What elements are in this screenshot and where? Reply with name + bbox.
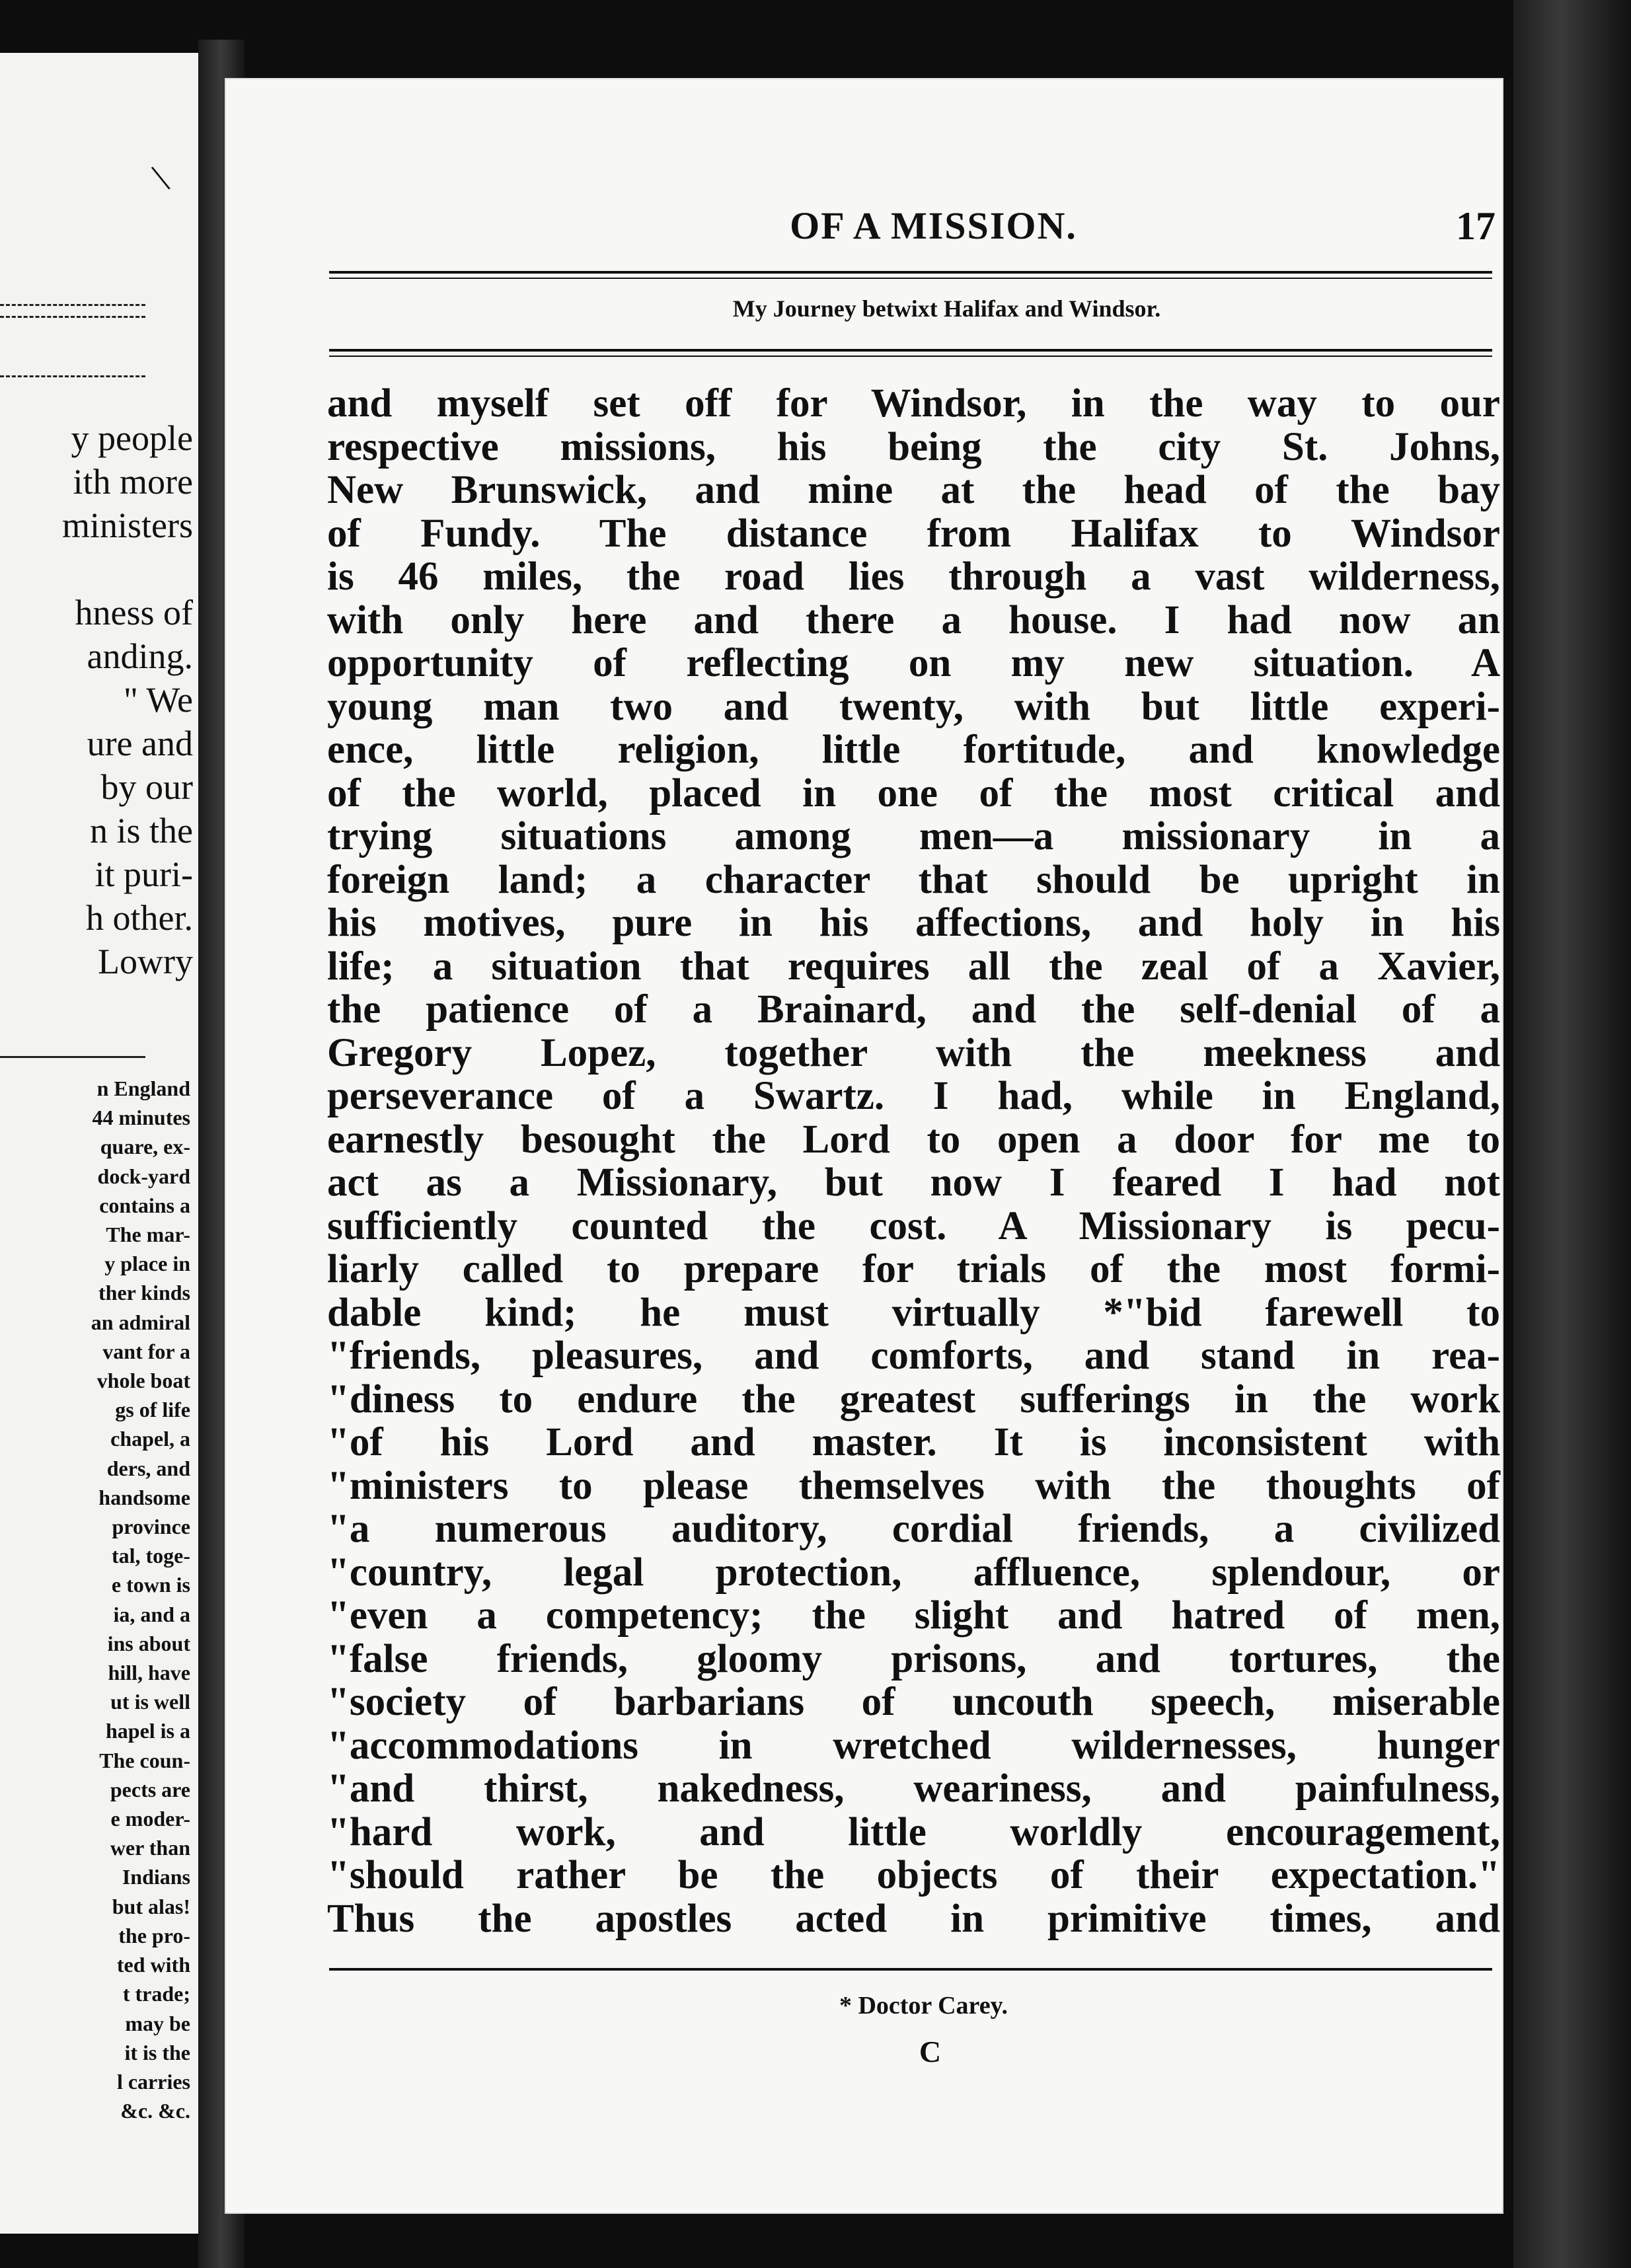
facing-text-line: an admiral (91, 1310, 190, 1334)
facing-text-line: n England (96, 1077, 190, 1100)
text-line: "even a competency; the slight and hatred of men, (327, 1593, 1500, 1638)
text-line: liarly called to prepare for trials of the most formi- (327, 1247, 1500, 1291)
text-line: his motives, pure in his affections, and holy in his (327, 901, 1500, 945)
facing-text-line: h other. (86, 898, 193, 938)
text-line: foreign land; a character that should be upright in (327, 857, 1500, 902)
text-line: dable kind; he must virtually *"bid farewell to (327, 1290, 1500, 1335)
facing-text-line (0, 547, 193, 591)
facing-text-line: vhole boat (96, 1369, 190, 1393)
facing-text-line: hapel is a (105, 1719, 190, 1743)
facing-text-line: chapel, a (110, 1427, 190, 1451)
text-line: New Brunswick, and mine at the head of the bay (327, 468, 1500, 512)
text-line: "false friends, gloomy prisons, and tortures, the (327, 1636, 1500, 1681)
facing-text-line: y place in (104, 1252, 190, 1276)
footnote: * Doctor Carey. (839, 1992, 1008, 2020)
book-page (225, 78, 1503, 2214)
text-line: life; a situation that requires all the zeal of a Xavier, (327, 944, 1500, 989)
facing-text-line: quare, ex- (100, 1135, 190, 1159)
ink-mark: \ (148, 155, 174, 200)
footnote-rule (329, 1968, 1492, 1971)
facing-text-line: e moder- (110, 1807, 190, 1831)
page-number: 17 (1456, 204, 1496, 248)
text-line: respective missions, his being the city St. Johns, (327, 424, 1500, 469)
facing-text-line: The mar- (106, 1223, 190, 1247)
facing-text-line: tal, toge- (111, 1544, 190, 1568)
facing-text-line: ith more (73, 462, 193, 502)
text-line: Gregory Lopez, together with the meekness and (327, 1030, 1500, 1075)
facing-text-line: ders, and (106, 1456, 190, 1480)
facing-text-line: it is the (124, 2040, 190, 2064)
text-line: is 46 miles, the road lies through a vast wilderness, (327, 554, 1500, 599)
text-line: "ministers to please themselves with the thoughts of (327, 1463, 1500, 1508)
facing-text-line: 44 minutes (92, 1106, 190, 1130)
facing-text-line: t trade; (122, 1982, 190, 2006)
text-line: "a numerous auditory, cordial friends, a civilized (327, 1507, 1500, 1551)
text-line: "and thirst, nakedness, weariness, and painfulness, (327, 1766, 1500, 1811)
facing-text-line: n is the (90, 811, 193, 850)
text-line: of the world, placed in one of the most critical and (327, 771, 1500, 815)
text-line: "country, legal protection, affluence, splendour, or (327, 1550, 1500, 1595)
facing-page-footnote (0, 1074, 190, 2125)
subheading-rule (329, 349, 1492, 352)
subheading-rule (329, 356, 1492, 357)
facing-text-line: ut is well (110, 1690, 190, 1714)
facing-text-line: ther kinds (98, 1281, 190, 1305)
facing-text-line: Indians (122, 1865, 190, 1889)
facing-text-line: hill, have (108, 1661, 190, 1685)
text-line: act as a Missionary, but now I feared I had not (327, 1160, 1500, 1205)
left-rule (0, 375, 145, 377)
text-line: "of his Lord and master. It is inconsistent with (327, 1420, 1500, 1464)
facing-text-line: but alas! (112, 1894, 190, 1918)
facing-text-line: the pro- (118, 1923, 190, 1947)
text-line: Thus the apostles acted in primitive times, and (327, 1896, 1500, 1941)
facing-text-line: ted with (116, 1953, 190, 1977)
text-line: of Fundy. The distance from Halifax to Windsor (327, 511, 1500, 556)
text-line: opportunity of reflecting on my new situation. A (327, 641, 1500, 685)
page-header (225, 204, 1503, 256)
text-line: "diness to endure the greatest sufferings in the work (327, 1377, 1500, 1421)
facing-page-fragment (0, 53, 204, 2234)
body-text (327, 382, 1500, 1940)
left-rule (0, 304, 145, 306)
left-rule (0, 1056, 145, 1058)
facing-text-line: The coun- (99, 1748, 190, 1772)
text-line: earnestly besought the Lord to open a door for me to (327, 1117, 1500, 1162)
facing-text-line: anding. (87, 636, 193, 676)
facing-text-line: by our (100, 767, 193, 807)
header-rule (329, 271, 1492, 274)
facing-text-line: pects are (110, 1777, 190, 1801)
text-line: the patience of a Brainard, and the self-denial of a (327, 987, 1500, 1032)
facing-text-line: gs of life (115, 1398, 190, 1422)
facing-text-line: hness of (75, 593, 193, 632)
facing-text-line: " We (123, 680, 193, 720)
facing-text-line: handsome (98, 1485, 190, 1509)
facing-text-line: wer than (110, 1836, 190, 1860)
left-rule (0, 316, 145, 318)
facing-text-line: l carries (116, 2069, 190, 2094)
facing-text-line: dock-yard (97, 1164, 190, 1188)
facing-text-line: ia, and a (113, 1602, 190, 1626)
facing-text-line: &c. &c. (120, 2099, 190, 2123)
text-line: perseverance of a Swartz. I had, while in England, (327, 1074, 1500, 1118)
book-edge (1513, 0, 1631, 2268)
facing-text-line: it puri- (95, 854, 193, 894)
running-title: OF A MISSION. (790, 204, 1077, 247)
facing-page-text (0, 416, 193, 983)
text-line: young man two and twenty, with but little experi- (327, 684, 1500, 729)
facing-text-line: e town is (111, 1573, 190, 1597)
facing-text-line: contains a (99, 1193, 190, 1217)
facing-text-line: province (112, 1515, 190, 1539)
text-line: "society of barbarians of uncouth speech, miserable (327, 1680, 1500, 1724)
header-rule (329, 278, 1492, 279)
text-line: and myself set off for Windsor, in the way to our (327, 381, 1500, 426)
facing-text-line: ure and (87, 724, 193, 763)
text-line: ence, little religion, little fortitude, and knowledge (327, 728, 1500, 772)
text-line: "hard work, and little worldly encouragement, (327, 1809, 1500, 1854)
text-line: trying situations among men—a missionary in a (327, 814, 1500, 858)
signature-mark: C (919, 2035, 942, 2068)
facing-text-line: vant for a (102, 1339, 190, 1363)
facing-text-line: may be (125, 2011, 190, 2035)
text-line: sufficiently counted the cost. A Missionary is pecu- (327, 1203, 1500, 1248)
facing-text-line: Lowry (98, 942, 193, 981)
facing-text-line: ministers (62, 506, 193, 545)
text-line: with only here and there a house. I had now an (327, 597, 1500, 642)
text-line: "should rather be the objects of their expectation." (327, 1853, 1500, 1897)
section-subheading: My Journey betwixt Halifax and Windsor. (732, 295, 1161, 322)
facing-text-line: y people (71, 418, 193, 458)
text-line: "accommodations in wretched wildernesses, hunger (327, 1723, 1500, 1768)
text-line: "friends, pleasures, and comforts, and stand in rea- (327, 1334, 1500, 1378)
facing-text-line: ins about (107, 1631, 190, 1655)
